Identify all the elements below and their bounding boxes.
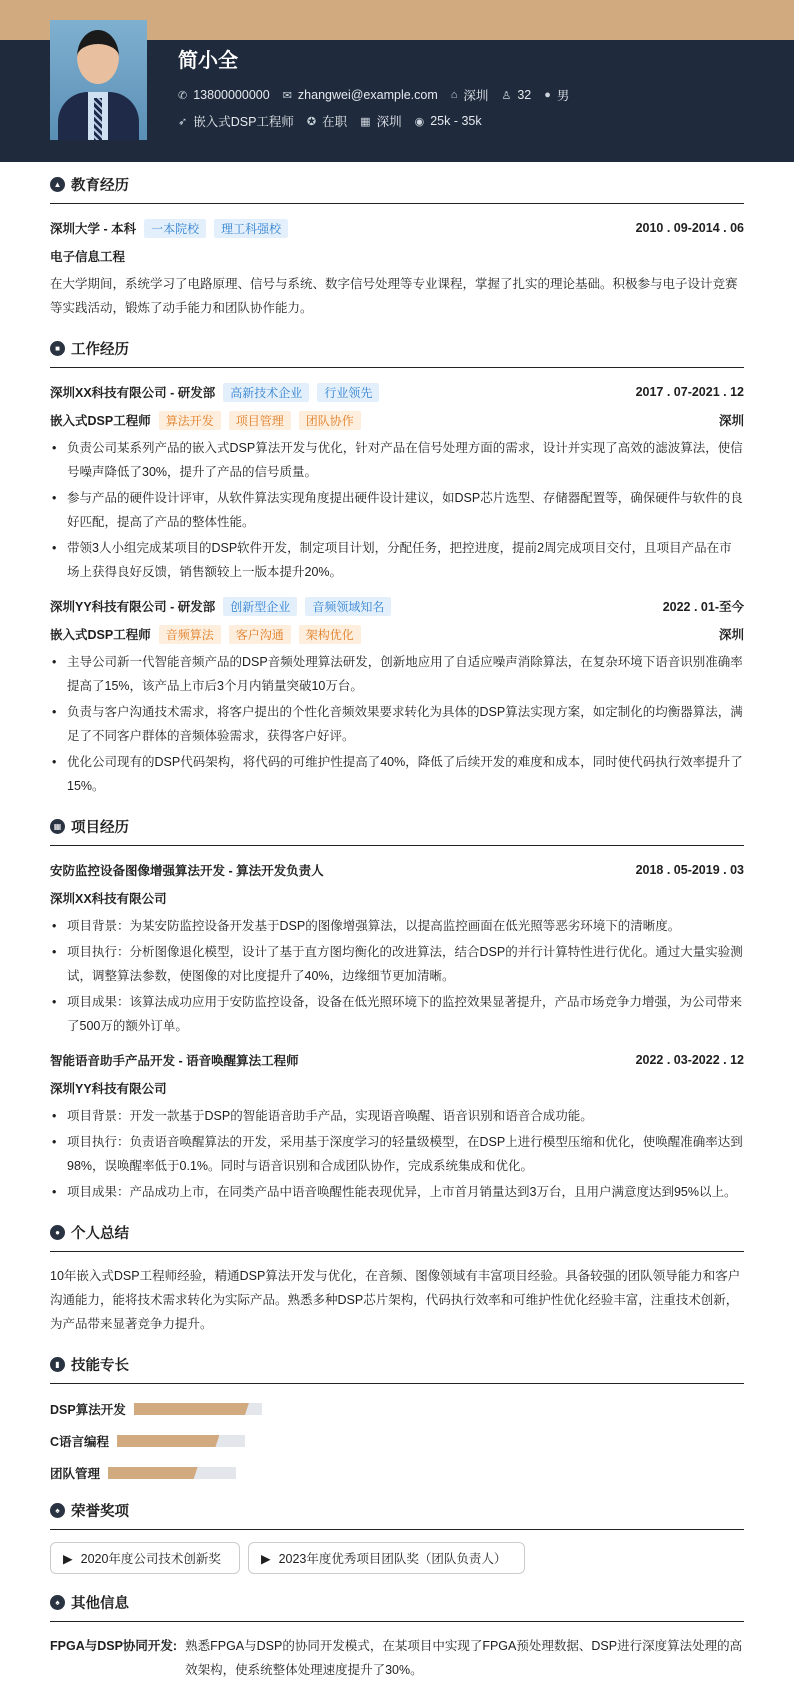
- skill-name: DSP算法开发: [50, 1403, 126, 1417]
- award-label: 2023年度优秀项目团队奖（团队负责人）: [278, 1552, 507, 1566]
- award-item: [50, 1542, 240, 1574]
- bullet: • 项目执行：分析图像退化模型，设计了基于直方图均衡化的改进算法，结合DSP的并行计算特性进行优化。通过大量实验测试，调整算法参数，使图像的对比度提升了40%，边缘细节更加清晰。: [50, 940, 744, 988]
- skill-bar: [108, 1467, 236, 1479]
- work-item: [50, 594, 744, 798]
- tag: 理工科强校: [214, 219, 288, 238]
- status-icon: ✪: [306, 115, 317, 128]
- target-city: 深圳: [376, 115, 402, 129]
- role: 嵌入式DSP工程师: [50, 414, 151, 428]
- skill-item: [50, 1400, 403, 1418]
- date: 2017 . 07-2021 . 12: [635, 385, 744, 399]
- school: 深圳大学 - 本科: [50, 222, 137, 236]
- other-section: [50, 1592, 744, 1682]
- date: 2022 . 01-至今: [662, 600, 744, 614]
- cake-icon: ♙: [501, 89, 512, 102]
- company: 深圳YY科技有限公司 - 研发部: [50, 600, 216, 614]
- company: 深圳YY科技有限公司: [50, 1082, 167, 1096]
- city: 深圳: [718, 628, 744, 642]
- other-key: FPGA与DSP协同开发:: [50, 1639, 178, 1653]
- skill-tag: 音频算法: [159, 625, 221, 644]
- skill-tag: 客户沟通: [229, 625, 291, 644]
- work-section: [50, 338, 744, 798]
- education-section: [50, 174, 744, 320]
- skill-name: C语言编程: [50, 1435, 110, 1449]
- award-label: 2020年度公司技术创新奖: [80, 1552, 221, 1566]
- mail-icon: ✉: [282, 89, 292, 102]
- date: 2018 . 05-2019 . 03: [635, 863, 744, 877]
- bullet: • 负责与客户沟通技术需求，将客户提出的个性化音频效果要求转化为具体的DSP算法实现方案，如定制化的均衡器算法，满足了不同客户群体的音频体验需求，获得客户好评。: [50, 700, 744, 748]
- bullet: • 项目成果：产品成功上市，在同类产品中语音唤醒性能表现优异，上市首月销量达到3万台，且用户满意度达到95%以上。: [50, 1180, 744, 1204]
- tag: 高新技术企业: [223, 383, 309, 402]
- bullet: • 项目成果：该算法成功应用于安防监控设备，设备在低光照环境下的监控效果显著提升，产品市场竞争力增强，为公司带来了500万的额外订单。: [50, 990, 744, 1038]
- summary-section: [50, 1222, 744, 1336]
- tag: 音频领域知名: [305, 597, 391, 616]
- other-value: 熟悉FPGA与DSP的协同开发模式，在某项目中实现了FPGA预处理数据、DSP进行深度算法处理的高效架构，使系统整体处理速度提升了30%。: [185, 1639, 743, 1677]
- major: 电子信息工程: [50, 250, 126, 264]
- bullet: • 项目背景：开发一款基于DSP的智能语音助手产品，实现语音唤醒、语音识别和语音合成功能。: [50, 1104, 744, 1128]
- salary: 25k - 35k: [430, 114, 482, 128]
- section-title: 技能专长: [71, 1358, 129, 1374]
- education-description: 在大学期间，系统学习了电路原理、信号与系统、数字信号处理等专业课程，掌握了扎实的理论基础。积极参与电子设计竞赛等实践活动，锻炼了动手能力和团队协作能力。: [50, 277, 738, 315]
- date: 2010 . 09-2014 . 06: [635, 221, 744, 235]
- grid-icon: ▦: [50, 819, 65, 834]
- contact-info-row: [178, 86, 569, 104]
- skill-tag: 项目管理: [229, 411, 291, 430]
- resume-body: [50, 174, 744, 1700]
- send-icon: ➶: [178, 115, 188, 128]
- skill-bar-fill: [117, 1435, 219, 1447]
- bullet: • 负责公司某系列产品的嵌入式DSP算法开发与优化，针对产品在信号处理方面的需求，设计并实现了高效的滤波算法，使信号噪声降低了30%，提升了产品的信号质量。: [50, 436, 744, 484]
- job-status: 在职: [322, 115, 348, 129]
- chart-icon: ▮: [50, 1357, 65, 1372]
- skill-item: [50, 1464, 403, 1482]
- tag: 创新型企业: [223, 597, 297, 616]
- candidate-name: 简小全: [178, 50, 238, 72]
- section-title: 工作经历: [71, 342, 129, 358]
- target-position: 嵌入式DSP工程师: [193, 115, 294, 129]
- bullet: • 参与产品的硬件设计评审，从软件算法实现角度提出硬件设计建议，如DSP芯片选型、存储器配置等，确保硬件与软件的良好匹配，提高了产品的整体性能。: [50, 486, 744, 534]
- skill-name: 团队管理: [50, 1467, 101, 1481]
- phone-icon: ✆: [178, 89, 188, 102]
- tag: 一本院校: [144, 219, 206, 238]
- skill-tag: 算法开发: [159, 411, 221, 430]
- triangle-icon: ▶: [260, 1551, 271, 1566]
- section-title: 项目经历: [71, 820, 129, 836]
- info-icon: ♠: [50, 1595, 65, 1610]
- work-item: [50, 380, 744, 584]
- location: 深圳: [463, 89, 489, 103]
- projects-section: [50, 816, 744, 1204]
- skill-bar-fill: [108, 1467, 198, 1479]
- awards-section: [50, 1500, 744, 1574]
- company: 深圳XX科技有限公司: [50, 892, 167, 906]
- section-title: 荣誉奖项: [71, 1504, 129, 1520]
- profile-photo: [50, 20, 147, 140]
- skill-tag: 架构优化: [299, 625, 361, 644]
- project-name: 智能语音助手产品开发 - 语音唤醒算法工程师: [50, 1054, 299, 1068]
- salary-icon: ◉: [414, 115, 425, 128]
- skill-bar: [117, 1435, 245, 1447]
- project-item: [50, 1048, 744, 1204]
- project-name: 安防监控设备图像增强算法开发 - 算法开发负责人: [50, 864, 324, 878]
- home-icon: ⌂: [450, 89, 458, 101]
- briefcase-icon: ■: [50, 341, 65, 356]
- triangle-icon: ▶: [63, 1551, 73, 1566]
- date: 2022 . 03-2022 . 12: [635, 1053, 744, 1067]
- award-icon: ♠: [50, 1503, 65, 1518]
- section-title: 教育经历: [71, 178, 129, 194]
- project-item: [50, 858, 744, 1038]
- skill-bar-fill: [134, 1403, 249, 1415]
- award-item: [248, 1542, 525, 1574]
- phone: 13800000000: [193, 88, 270, 102]
- section-title: 其他信息: [71, 1596, 129, 1612]
- bullet: • 优化公司现有的DSP代码架构，将代码的可维护性提高了40%，降低了后续开发的难度和成本，同时使代码执行效率提升了15%。: [50, 750, 744, 798]
- user-icon: ●: [50, 1225, 65, 1240]
- company: 深圳XX科技有限公司 - 研发部: [50, 386, 216, 400]
- skill-tag: 团队协作: [299, 411, 361, 430]
- bullet: • 带领3人小组完成某项目的DSP软件开发，制定项目计划，分配任务，把控进度，提前2周完成项目交付，且项目产品在市场上获得良好反馈，销售额较上一版本提升20%。: [50, 536, 744, 584]
- bullet: • 项目背景：为某安防监控设备开发基于DSP的图像增强算法，以提高监控画面在低光照等恶劣环境下的清晰度。: [50, 914, 744, 938]
- skills-section: [50, 1354, 744, 1482]
- summary-text: 10年嵌入式DSP工程师经验，精通DSP算法开发与优化，在音频、图像领域有丰富项目经验。具备较强的团队领导能力和客户沟通能力，能将技术需求转化为实际产品。熟悉多种DSP芯片架构，代码执行效率和可维护性优化经验丰富，注重技术创新，为产品带来显著竞争力提升。: [50, 1269, 741, 1331]
- tag: 行业领先: [317, 383, 379, 402]
- bullet: • 项目执行：负责语音唤醒算法的开发，采用基于深度学习的轻量级模型，在DSP上进行模型压缩和优化，使唤醒准确率达到98%，误唤醒率低于0.1%。同时与语音识别和合成团队协作，完成系统集成和优化。: [50, 1130, 744, 1178]
- age: 32: [517, 88, 532, 102]
- bullet: • 主导公司新一代智能音频产品的DSP音频处理算法研发，创新地应用了自适应噪声消除算法，在复杂环境下语音识别准确率提高了15%，该产品上市后3个月内销量突破10万台。: [50, 650, 744, 698]
- skill-item: [50, 1432, 403, 1450]
- section-title: 个人总结: [71, 1226, 129, 1242]
- graduation-cap-icon: ▲: [50, 177, 65, 192]
- role: 嵌入式DSP工程师: [50, 628, 151, 642]
- city: 深圳: [718, 414, 744, 428]
- building-icon: ▦: [360, 115, 371, 128]
- skill-bar: [134, 1403, 262, 1415]
- job-intent-row: [178, 112, 482, 130]
- gender-icon: ●: [544, 89, 551, 101]
- gender: 男: [556, 89, 570, 103]
- email: zhangwei@example.com: [297, 88, 438, 102]
